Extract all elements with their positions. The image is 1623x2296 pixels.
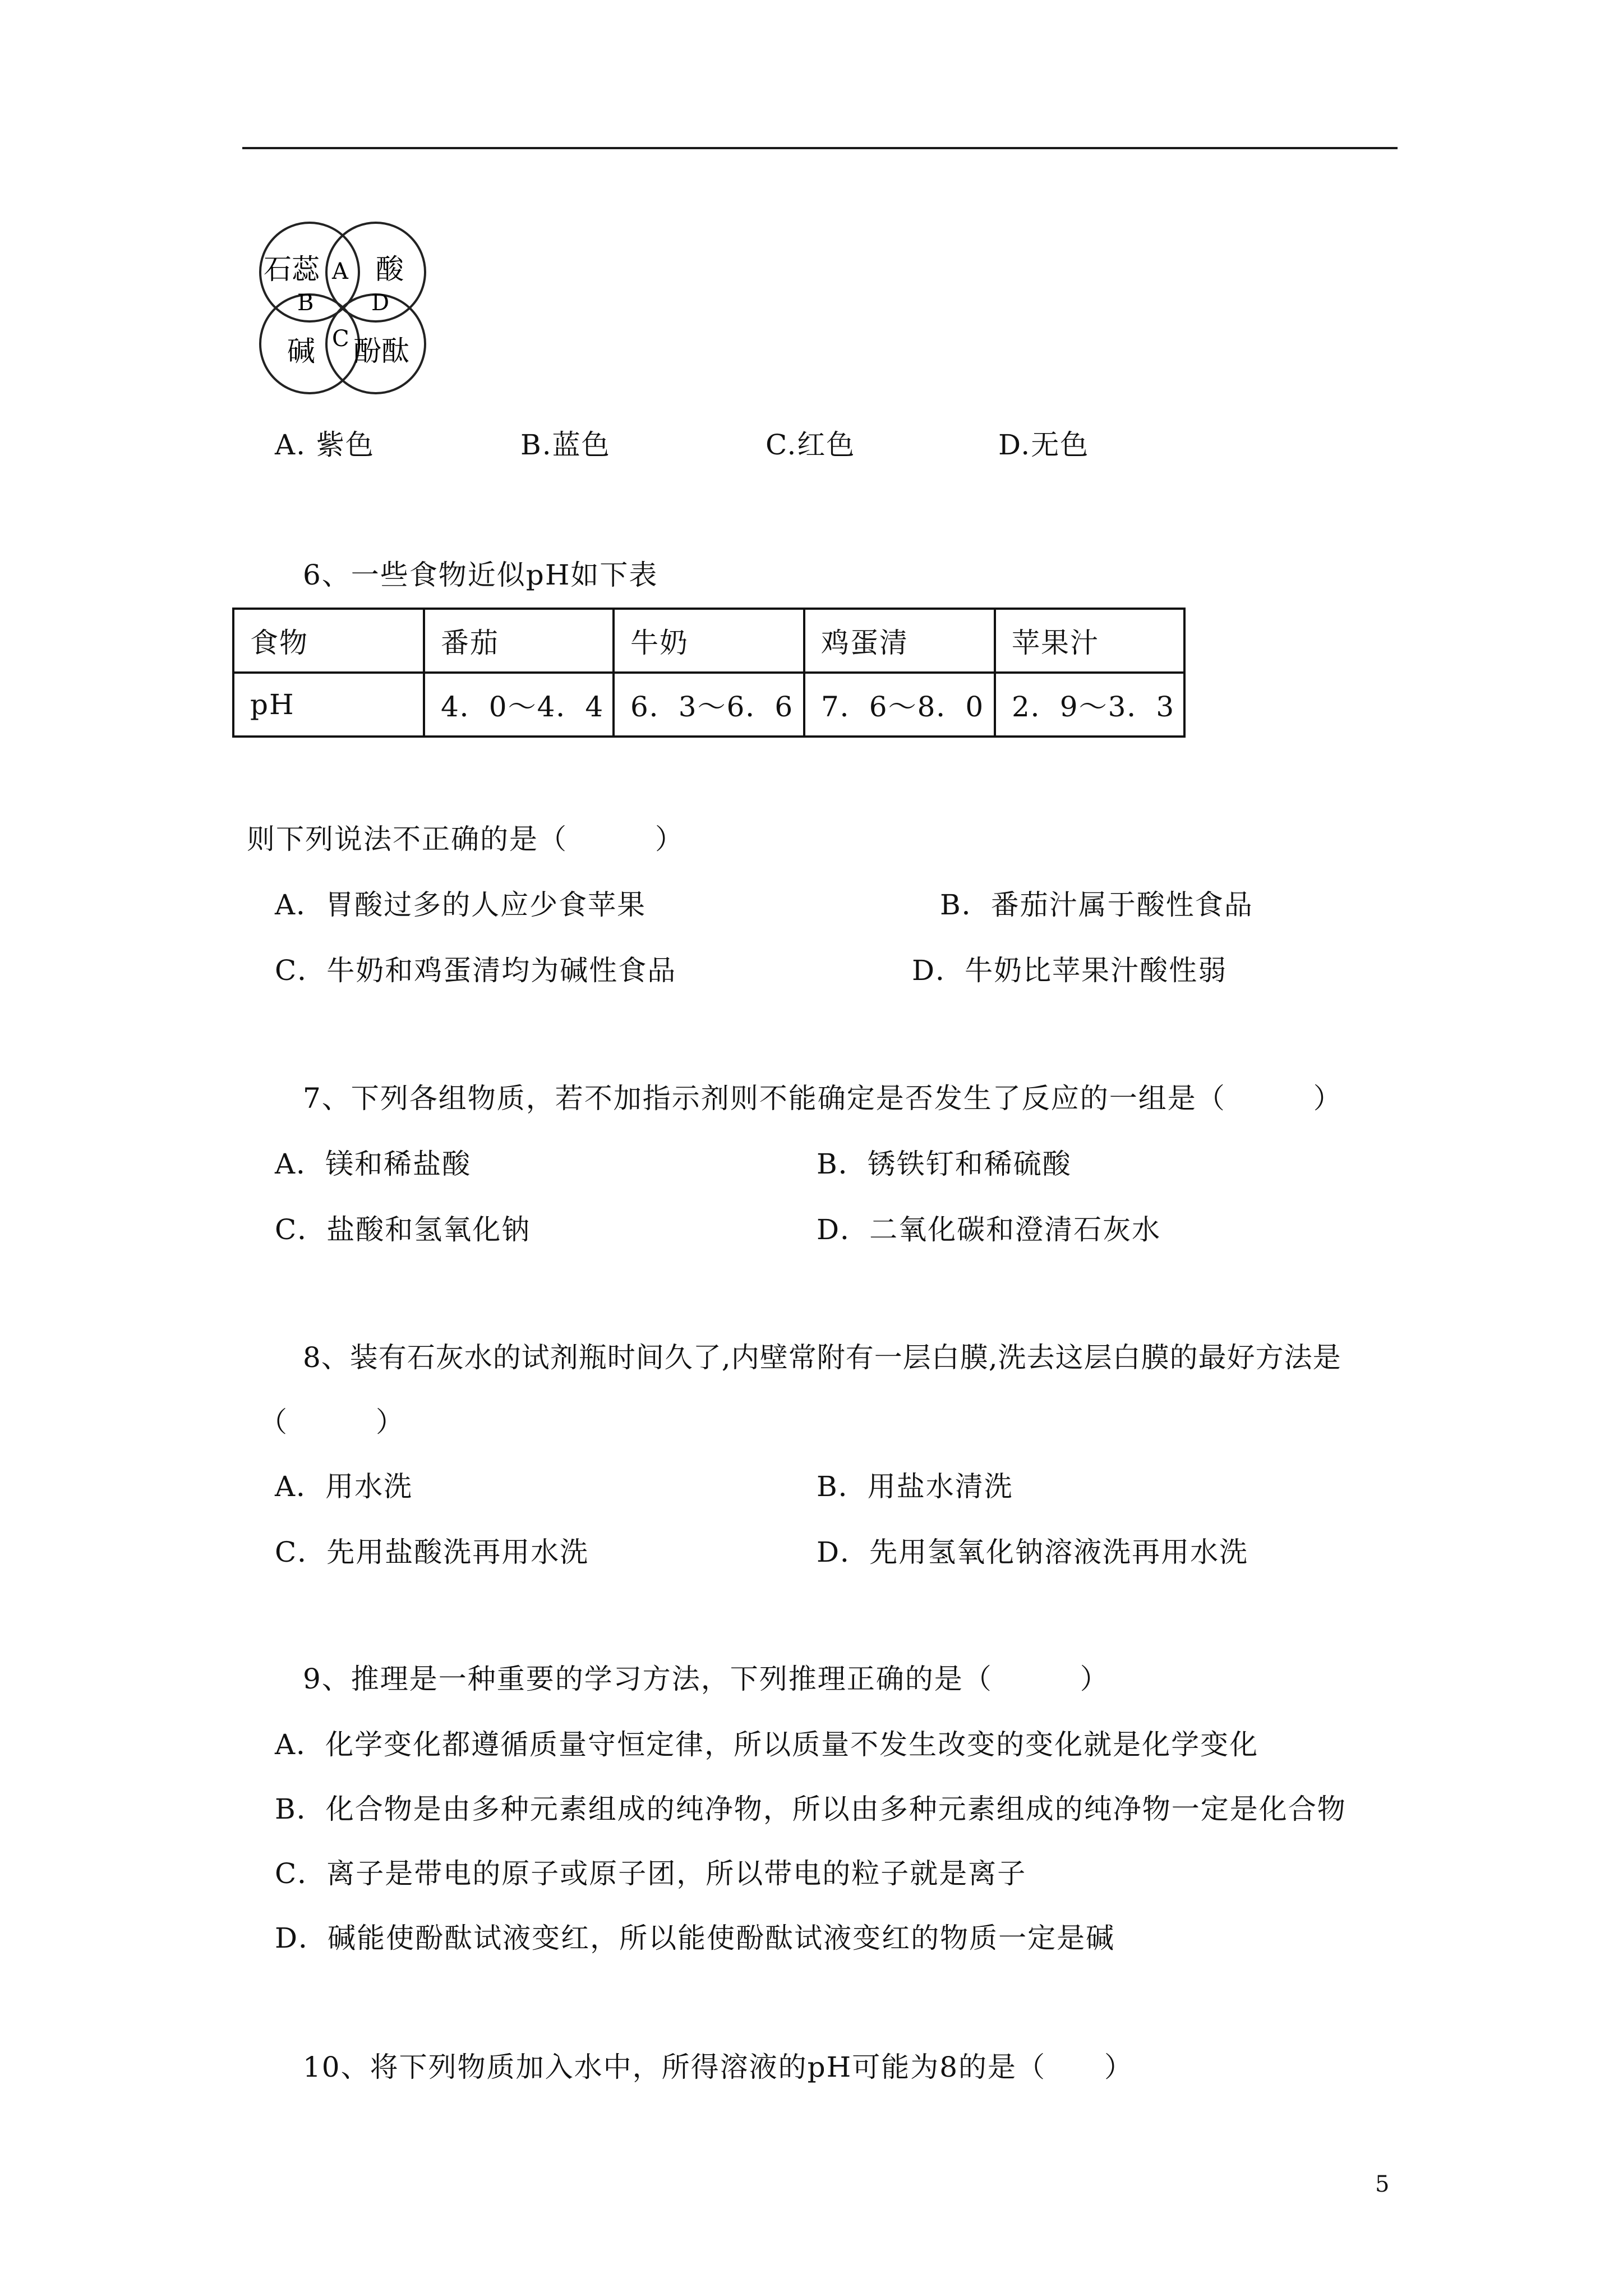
venn-region-c: C bbox=[332, 326, 349, 352]
q5-option-a: A. 紫色 bbox=[275, 429, 375, 461]
q6-option-b: B．番茄汁属于酸性食品 bbox=[940, 889, 1253, 921]
venn-diagram bbox=[247, 216, 437, 401]
table-cell: 鸡蛋清 bbox=[804, 609, 995, 673]
q5-option-b: B.蓝色 bbox=[520, 429, 611, 461]
venn-label-litmus: 石蕊 bbox=[264, 253, 320, 286]
venn-region-b: B bbox=[297, 290, 314, 316]
q6-option-d: D．牛奶比苹果汁酸性弱 bbox=[912, 954, 1228, 987]
q6-option-a: A．胃酸过多的人应少食苹果 bbox=[275, 889, 647, 921]
venn-label-acid: 酸 bbox=[376, 253, 404, 286]
table-cell: 苹果汁 bbox=[995, 609, 1184, 673]
q8-stem-parens: （ ） bbox=[259, 1406, 405, 1438]
venn-region-d: D bbox=[371, 290, 390, 316]
table-row bbox=[233, 673, 1184, 737]
q8-option-a: A．用水洗 bbox=[275, 1470, 413, 1503]
table-cell: 食物 bbox=[233, 609, 424, 673]
q6-question: 则下列说法不正确的是（ ） bbox=[247, 823, 684, 855]
table-cell: 番茄 bbox=[424, 609, 614, 673]
q7-option-c: C．盐酸和氢氧化钠 bbox=[275, 1213, 531, 1246]
table-row bbox=[233, 609, 1184, 673]
table-cell: 4．0～4．4 bbox=[424, 673, 614, 737]
q10-stem: 10、将下列物质加入水中，所得溶液的pH可能为8的是（ ） bbox=[303, 2051, 1134, 2083]
header-rule bbox=[242, 147, 1398, 149]
q7-option-b: B．锈铁钉和稀硫酸 bbox=[817, 1148, 1072, 1180]
q6-stem: 6、一些食物近似pH如下表 bbox=[303, 559, 658, 591]
q7-stem: 7、下列各组物质，若不加指示剂则不能确定是否发生了反应的一组是（ ） bbox=[303, 1082, 1343, 1115]
q8-option-d: D．先用氢氧化钠溶液洗再用水洗 bbox=[817, 1536, 1249, 1568]
q9-stem: 9、推理是一种重要的学习方法，下列推理正确的是（ ） bbox=[303, 1663, 1109, 1695]
q9-option-a: A．化学变化都遵循质量守恒定律，所以质量不发生改变的变化就是化学变化 bbox=[275, 1728, 1259, 1761]
page-number: 5 bbox=[1375, 2171, 1390, 2197]
venn-region-a: A bbox=[332, 259, 348, 284]
q8-stem: 8、装有石灰水的试剂瓶时间久了,内壁常附有一层白膜,洗去这层白膜的最好方法是 bbox=[303, 1341, 1341, 1374]
q9-option-c: C．离子是带电的原子或原子团，所以带电的粒子就是离子 bbox=[275, 1857, 1027, 1890]
ph-table bbox=[232, 608, 1186, 738]
q8-option-c: C．先用盐酸洗再用水洗 bbox=[275, 1536, 589, 1568]
q9-option-b: B．化合物是由多种元素组成的纯净物，所以由多种元素组成的纯净物一定是化合物 bbox=[275, 1793, 1347, 1825]
table-cell: 7．6～8．0 bbox=[804, 673, 995, 737]
venn-label-base: 碱 bbox=[287, 335, 315, 367]
q5-option-c: C.红色 bbox=[766, 429, 856, 461]
q8-option-b: B．用盐水清洗 bbox=[817, 1470, 1013, 1503]
table-cell: 6．3～6．6 bbox=[614, 673, 804, 737]
q7-option-d: D．二氧化碳和澄清石灰水 bbox=[817, 1213, 1161, 1246]
venn-label-phenolphthalein: 酚酞 bbox=[353, 335, 409, 367]
q5-option-d: D.无色 bbox=[998, 429, 1090, 461]
q6-option-c: C．牛奶和鸡蛋清均为碱性食品 bbox=[275, 954, 677, 987]
table-cell: 牛奶 bbox=[614, 609, 804, 673]
table-cell: 2．9～3．3 bbox=[995, 673, 1184, 737]
q7-option-a: A．镁和稀盐酸 bbox=[275, 1148, 472, 1180]
table-cell: pH bbox=[233, 673, 424, 737]
q9-option-d: D．碱能使酚酞试液变红，所以能使酚酞试液变红的物质一定是碱 bbox=[275, 1922, 1115, 1954]
